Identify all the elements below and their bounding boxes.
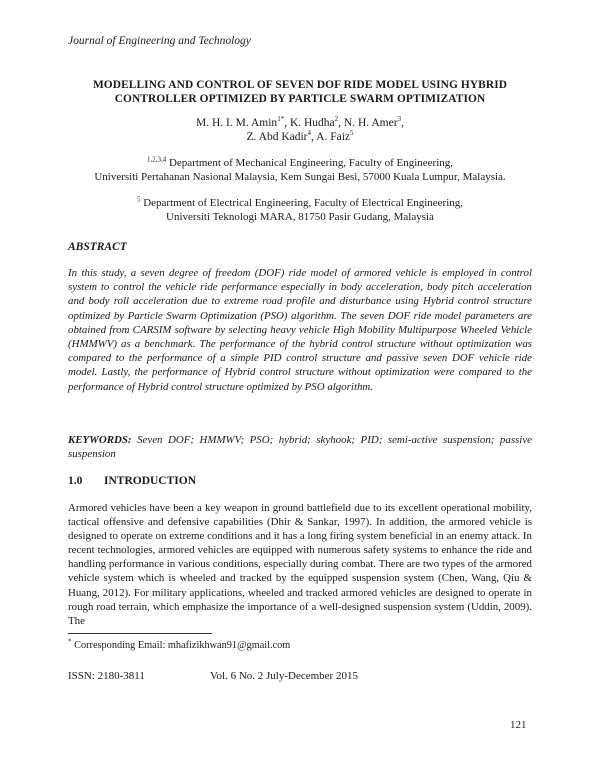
author-separator: , [338,117,344,129]
journal-name: Journal of Engineering and Technology [68,35,251,47]
affiliation-1 [60,156,540,184]
author-list [68,116,532,144]
author-name: A. Faiz [316,131,350,143]
author-affiliation-mark: 4 [307,129,312,138]
affiliation-2-mark: 5 [136,195,141,204]
keywords-label: KEYWORDS: [68,434,132,446]
author-affiliation-mark: 3 [397,115,402,124]
abstract-text: In this study, a seven degree of freedom (DOF) ride model of armored vehicle is employed in control system to control the vehicle ride performance especially in body acceleration, body pitch acceleration and body roll acceleration due to extreme road profile and disturbance using Hybrid control structure optimized by Particle Swarm Optimization (PSO) algorithm. The seven DOF ride model parameters are obtained from CARSIM software by selecting heavy vehicle High Mobility Multipurpose Wheeled Vehicle (HMMWV) as a benchmark. The performance of the hybrid control structure without optimization was compared to the performance of a simple PID control structure and passive seven DOF vehicle ride model. Lastly, the performance of Hybrid control structure without optimization were compared to the performance of Hybrid control structure optimized by PSO algorithm. [68,267,532,393]
author-line-1 [68,116,532,130]
introduction-text: Armored vehicles have been a key weapon in ground battlefield due to its excellent operational mobility, tactical offensive and defensive capabilities (Dhir & Sankar, 1997). In addition, the armored vehicle is designed to operate on extreme conditions and it has a long firing system beneficial in an enemy attack. In recent technologies, armored vehicles are equipped with numerous safety systems to enhance the ride and handling performance in various conditions, especially during combat. There are two types of the armored vehicle system which is wheeled and tracked by the equipped suspension system (Chen, Wang, Qiu & Huang, 2012). For military applications, wheeled and tracked armored vehicles are designed to operate in rough road terrain, which emphasize the importance of a well-designed suspension system (Uddin, 2009). The [68,502,532,627]
affiliation-1-text-1: Department of Mechanical Engineering, Faculty of Engineering, [166,157,454,169]
section-number: 1.0 [68,475,83,487]
page-number: 121 [510,719,527,731]
author-affiliation-mark: 1* [277,115,285,124]
footnote [68,637,291,651]
author-name: N. H. Amer [343,117,398,129]
volume-info: Vol. 6 No. 2 July-December 2015 [210,670,358,682]
affiliation-2-text-1: Department of Electrical Engineering, Faculty of Electrical Engineering, [140,197,464,209]
title-line-1: MODELLING AND CONTROL OF SEVEN DOF RIDE MODEL USING HYBRID [92,79,508,91]
section-title: INTRODUCTION [104,475,197,487]
author-affiliation-mark: 5 [350,129,354,138]
author-separator: , [401,117,404,129]
author-line-2 [68,130,532,144]
affiliation-1-line-1 [60,156,540,170]
author-separator: , [311,131,317,143]
author-name: K. Hudha [289,117,335,129]
footnote-divider [68,633,212,634]
keywords [68,433,532,461]
keywords-text: Seven DOF; HMMWV; PSO; hybrid; skyhook; PID; semi-active suspension; passive suspension [68,434,532,460]
affiliation-2-line-2: Universiti Teknologi MARA, 81750 Pasir Gudang, Malaysia [166,211,434,223]
footnote-mark: * [68,637,72,646]
issn: ISSN: 2180-3811 [68,670,145,682]
abstract-heading: ABSTRACT [68,241,127,253]
corresponding-email: Corresponding Email: mhafizikhwan91@gmail.com [71,640,291,651]
author-name: Z. Abd Kadir [246,131,308,143]
affiliation-1-mark: 1,2,3,4 [146,155,167,164]
section-heading-introduction [68,475,196,487]
title-line-2: CONTROLLER OPTIMIZED BY PARTICLE SWARM OPTIMIZATION [114,93,486,105]
author-name: M. H. I. M. Amin [196,117,278,129]
affiliation-2-line-1 [60,196,540,210]
author-separator: , [284,117,290,129]
paper-title [68,78,532,106]
affiliation-1-line-2: Universiti Pertahanan Nasional Malaysia, Kem Sungai Besi, 57000 Kuala Lumpur, Malaysia. [94,171,506,183]
author-affiliation-mark: 2 [334,115,339,124]
affiliation-2 [60,196,540,224]
